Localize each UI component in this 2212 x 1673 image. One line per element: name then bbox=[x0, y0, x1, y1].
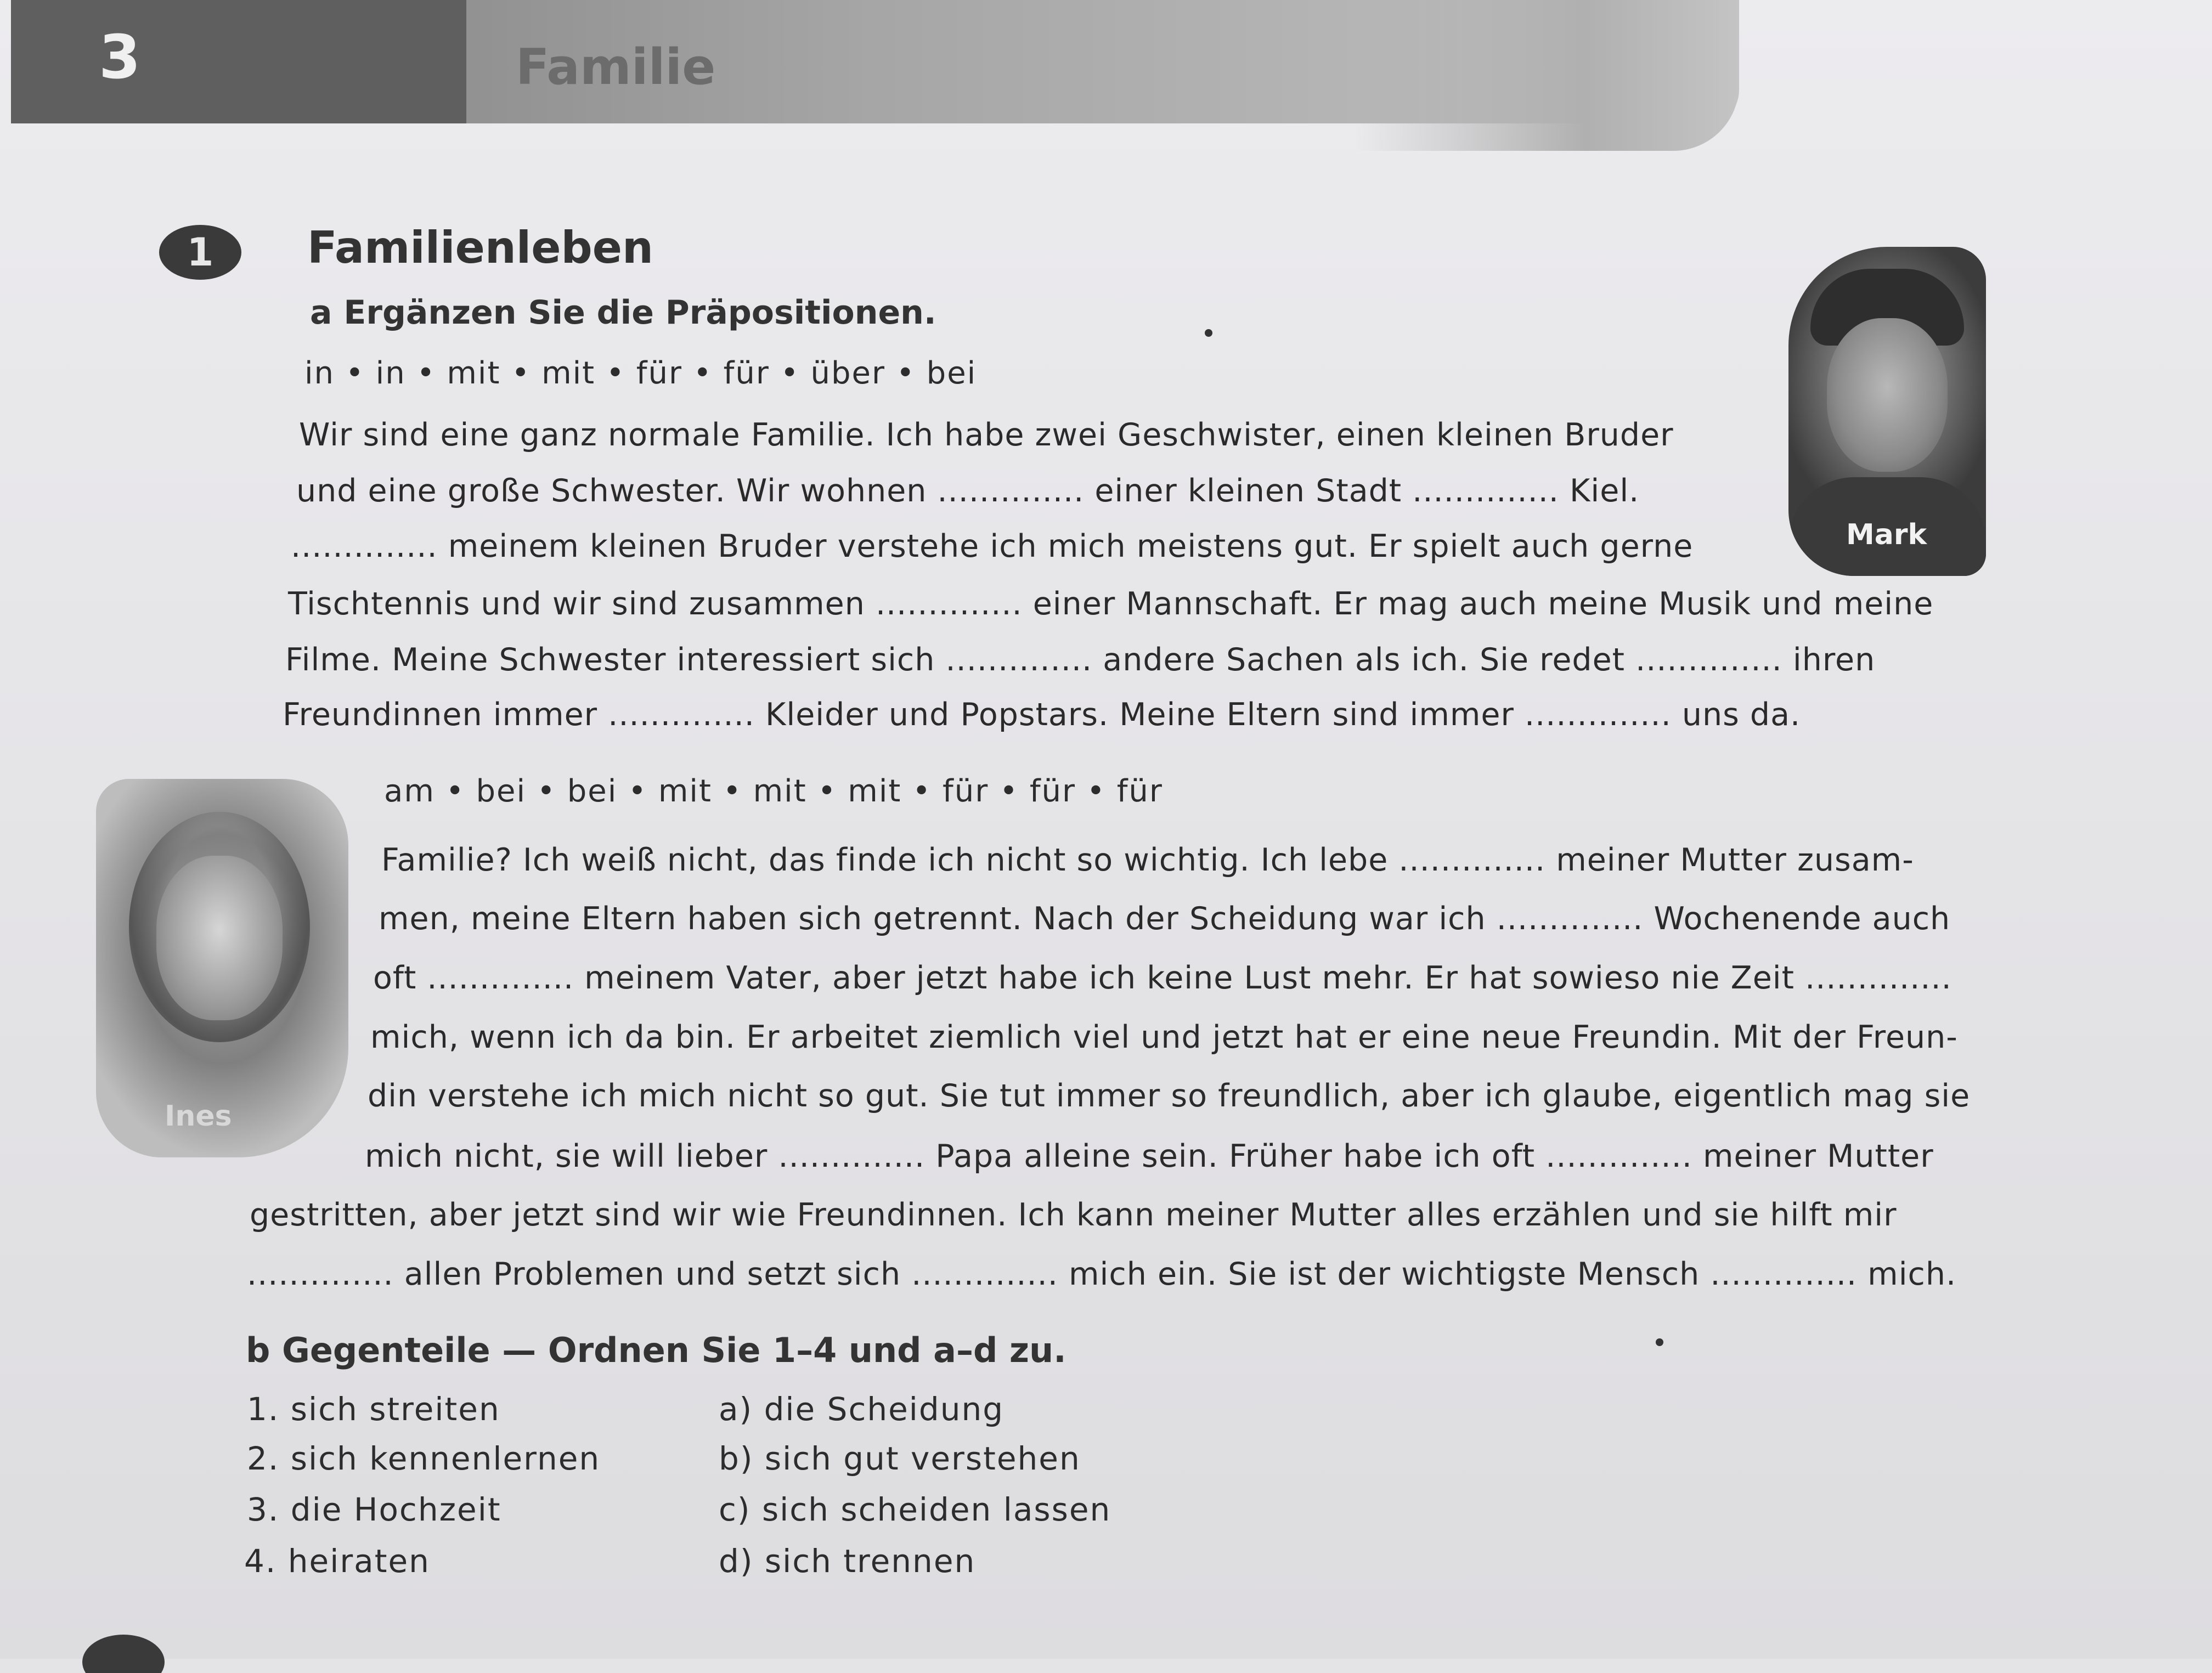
word-bank-1: in • in • mit • mit • für • für • über • bei bbox=[304, 355, 977, 391]
match-right-item: d) sich trennen bbox=[719, 1542, 976, 1580]
text-line: Freundinnen immer .............. Kleider und Popstars. Meine Eltern sind immer .............. uns da. bbox=[283, 697, 1801, 733]
match-right-item: a) die Scheidung bbox=[719, 1391, 1005, 1428]
match-left-item: 4. heiraten bbox=[244, 1542, 430, 1580]
photo-label-mark: Mark bbox=[1846, 518, 1927, 551]
text-line: gestritten, aber jetzt sind wir wie Freundinnen. Ich kann meiner Mutter alles erzählen und sie hilft mir bbox=[250, 1197, 1897, 1233]
text-line: din verstehe ich mich nicht so gut. Sie tut immer so freundlich, aber ich glaube, eigentlich mag sie bbox=[368, 1078, 1971, 1114]
text-line: Familie? Ich weiß nicht, das finde ich nicht so wichtig. Ich lebe .............. meiner Mutter zusam- bbox=[381, 842, 1914, 878]
text-line: mich nicht, sie will lieber .............. Papa alleine sein. Früher habe ich oft .............. meiner Mutter bbox=[365, 1138, 1934, 1174]
chapter-title: Familie bbox=[516, 38, 716, 96]
match-left-item: 2. sich kennenlernen bbox=[247, 1440, 601, 1477]
match-left-item: 3. die Hochzeit bbox=[247, 1491, 501, 1528]
text-line: .............. meinem kleinen Bruder verstehe ich mich meistens gut. Er spielt auch gerne bbox=[291, 528, 1694, 564]
photo-label-ines: Ines bbox=[165, 1100, 232, 1133]
section-title: Familienleben bbox=[307, 222, 653, 273]
text-line: und eine große Schwester. Wir wohnen .............. einer kleinen Stadt .............. Kiel. bbox=[296, 473, 1640, 509]
section-number-badge bbox=[82, 1635, 165, 1673]
section-number-badge: 1 bbox=[159, 225, 241, 280]
photo-face bbox=[1827, 318, 1948, 472]
speck bbox=[1205, 329, 1212, 337]
next-section-heading-cropped bbox=[82, 1629, 1015, 1673]
text-line: men, meine Eltern haben sich getrennt. Nach der Scheidung war ich .............. Wochenende auch bbox=[379, 901, 1951, 937]
match-right-item: b) sich gut verstehen bbox=[719, 1440, 1081, 1477]
text-line: .............. allen Problemen und setzt sich .............. mich ein. Sie ist der wichtigste Mensch .............. mich. bbox=[247, 1256, 1957, 1292]
chapter-box bbox=[11, 0, 466, 123]
text-line: oft .............. meinem Vater, aber jetzt habe ich keine Lust mehr. Er hat sowieso nie Zeit .............. bbox=[373, 960, 1952, 996]
word-bank-2: am • bei • bei • mit • mit • mit • für • für • für bbox=[384, 773, 1163, 809]
exercise-b-instruction: b Gegenteile — Ordnen Sie 1–4 und a–d zu. bbox=[246, 1330, 1066, 1370]
match-right-item: c) sich scheiden lassen bbox=[719, 1491, 1111, 1528]
text-line: Tischtennis und wir sind zusammen .............. einer Mannschaft. Er mag auch meine Musik und meine bbox=[288, 586, 1934, 622]
exercise-a-instruction: a Ergänzen Sie die Präpositionen. bbox=[310, 293, 936, 332]
match-left-item: 1. sich streiten bbox=[247, 1391, 500, 1428]
photo-face bbox=[156, 856, 283, 1020]
text-line: Wir sind eine ganz normale Familie. Ich habe zwei Geschwister, einen kleinen Bruder bbox=[299, 417, 1674, 453]
speck bbox=[1656, 1338, 1663, 1346]
text-line: Filme. Meine Schwester interessiert sich .............. andere Sachen als ich. Sie redet .............. ihren bbox=[285, 642, 1876, 678]
chapter-number: 3 bbox=[99, 22, 141, 92]
text-line: mich, wenn ich da bin. Er arbeitet ziemlich viel und jetzt hat er eine neue Freundin. Mit der Freun- bbox=[370, 1019, 1958, 1055]
